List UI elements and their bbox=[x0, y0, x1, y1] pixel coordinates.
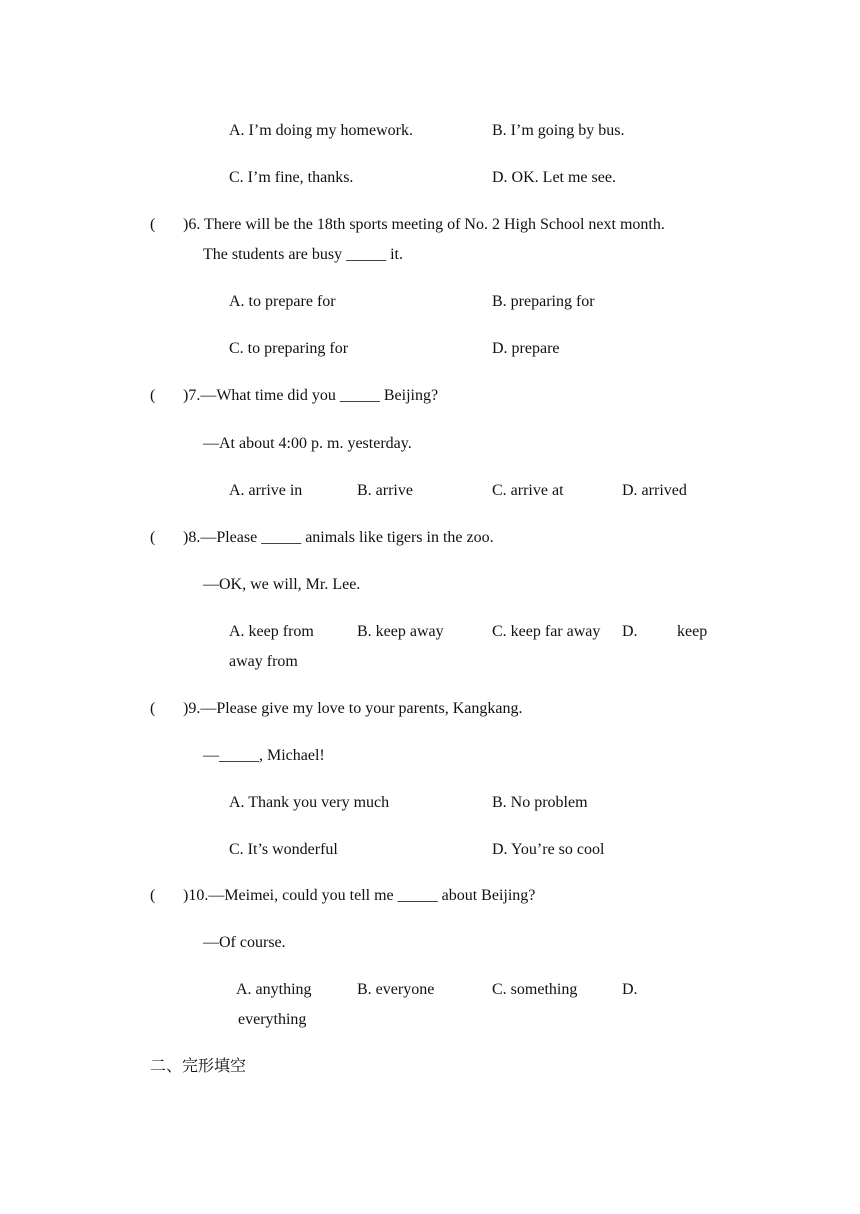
q5-option-a: A. I’m doing my homework. bbox=[229, 122, 413, 139]
q9-option-c: C. It’s wonderful bbox=[229, 841, 338, 858]
q9-question: )9.—Please give my love to your parents, Kangkang. bbox=[183, 700, 523, 717]
q8-answer: —OK, we will, Mr. Lee. bbox=[203, 576, 361, 593]
q8-option-d-word: keep bbox=[677, 623, 708, 640]
q6-option-d: D. prepare bbox=[492, 340, 560, 357]
q5-option-c: C. I’m fine, thanks. bbox=[229, 169, 354, 186]
section-heading: 二、完形填空 bbox=[150, 1058, 247, 1075]
q10-question: )10.—Meimei, could you tell me _____ about Beijing? bbox=[183, 887, 536, 904]
q6-answer-paren: ( bbox=[150, 216, 156, 233]
q8-option-d-letter: D. bbox=[622, 623, 638, 640]
q10-option-c: C. something bbox=[492, 981, 578, 998]
q7-option-d: D. arrived bbox=[622, 482, 687, 499]
q7-answer: —At about 4:00 p. m. yesterday. bbox=[203, 435, 412, 452]
q8-option-c: C. keep far away bbox=[492, 623, 601, 640]
q8-option-a: A. keep from bbox=[229, 623, 314, 640]
q10-option-b: B. everyone bbox=[357, 981, 435, 998]
q5-option-b: B. I’m going by bus. bbox=[492, 122, 625, 139]
q10-option-d-letter: D. bbox=[622, 981, 638, 998]
q8-answer-paren: ( bbox=[150, 529, 156, 546]
q9-option-d: D. You’re so cool bbox=[492, 841, 605, 858]
q6-option-c: C. to preparing for bbox=[229, 340, 349, 357]
q10-answer-paren: ( bbox=[150, 887, 156, 904]
q9-option-b: B. No problem bbox=[492, 794, 588, 811]
q8-option-d-cont: away from bbox=[229, 653, 298, 670]
q6-question: )6. There will be the 18th sports meeting of No. 2 High School next month. bbox=[183, 216, 665, 233]
q5-option-d: D. OK. Let me see. bbox=[492, 169, 616, 186]
q7-question: )7.—What time did you _____ Beijing? bbox=[183, 387, 439, 404]
q10-answer: —Of course. bbox=[203, 934, 286, 951]
q7-option-b: B. arrive bbox=[357, 482, 413, 499]
q9-option-a: A. Thank you very much bbox=[229, 794, 390, 811]
q6-option-a: A. to prepare for bbox=[229, 293, 336, 310]
q10-option-d-cont: everything bbox=[238, 1011, 307, 1028]
q6-option-b: B. preparing for bbox=[492, 293, 595, 310]
q7-option-c: C. arrive at bbox=[492, 482, 564, 499]
q6-question-cont: The students are busy _____ it. bbox=[203, 246, 403, 263]
q7-option-a: A. arrive in bbox=[229, 482, 303, 499]
q8-question: )8.—Please _____ animals like tigers in the zoo. bbox=[183, 529, 494, 546]
q7-answer-paren: ( bbox=[150, 387, 156, 404]
q9-answer: —_____, Michael! bbox=[203, 747, 325, 764]
q8-option-b: B. keep away bbox=[357, 623, 444, 640]
q9-answer-paren: ( bbox=[150, 700, 156, 717]
q10-option-a: A. anything bbox=[236, 981, 312, 998]
